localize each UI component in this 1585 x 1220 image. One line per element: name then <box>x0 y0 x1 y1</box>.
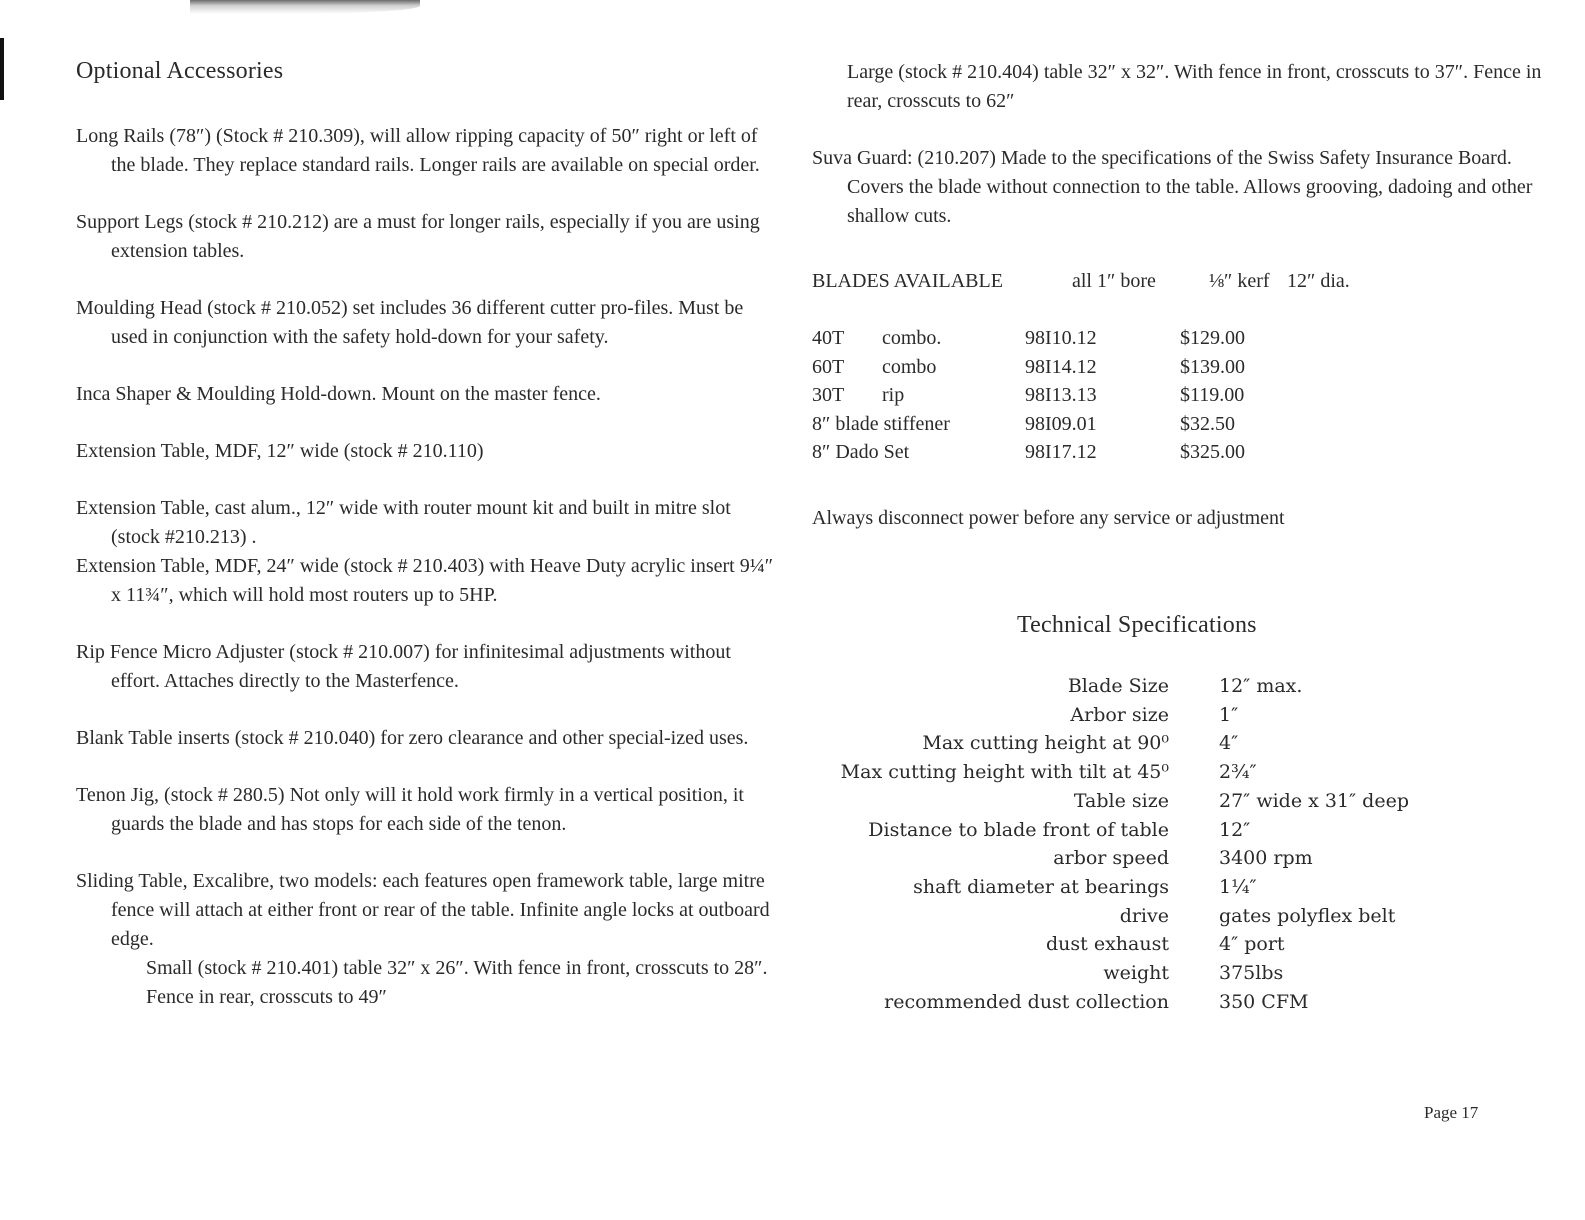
accessory-item-sliding-table <box>76 867 776 1012</box>
table-row <box>812 353 1330 382</box>
blade-price: $129.00 <box>1180 327 1245 349</box>
blade-teeth: 60T <box>812 355 845 378</box>
blades-available-title: BLADES AVAILABLE <box>812 270 1003 292</box>
right-column <box>812 58 1542 553</box>
page-edge-mark <box>0 38 4 100</box>
spec-value: 27″ wide x 31″ deep <box>1219 789 1409 812</box>
table-row <box>812 988 1409 1017</box>
page-number: Page 17 <box>1424 1103 1479 1122</box>
spec-value: 1″ <box>1219 703 1239 726</box>
spec-label: Max cutting height with tilt at 45⁰ <box>840 761 1169 784</box>
sliding-table-large-model <box>812 58 1542 116</box>
spec-table <box>812 672 1409 1016</box>
table-row <box>812 787 1409 816</box>
optional-accessories-heading: Optional Accessories <box>76 58 284 84</box>
page-corner-shadow <box>190 0 420 14</box>
table-row <box>812 844 1409 873</box>
blade-teeth: 8″ Dado Set <box>812 441 910 464</box>
table-row <box>812 381 1330 410</box>
blade-teeth: 8″ blade stiffener <box>812 412 950 435</box>
blade-code: 98I10.12 <box>1025 327 1097 349</box>
blades-bore: all 1″ bore <box>1072 270 1156 292</box>
blade-type: combo. <box>882 327 942 349</box>
table-row <box>812 410 1330 439</box>
table-row <box>812 930 1409 959</box>
spec-label: Blade Size <box>1067 675 1169 697</box>
blade-price: $139.00 <box>1180 355 1245 378</box>
small-model-text: (stock # 210.401) table 32″ x 26″. With fence in front, crosscuts to 28″. Fence in rear, crosscuts to 49″ <box>146 957 768 1008</box>
table-row <box>812 959 1409 988</box>
accessory-item: Moulding Head (stock # 210.052) set includes 36 different cutter pro-files. Must be used in conjunction with the safety hold-down for your safety. <box>76 297 744 348</box>
sliding-table-small-model <box>146 954 776 1012</box>
accessory-item: Rip Fence Micro Adjuster (stock # 210.007) for infinitesimal adjustments without effort. Attaches directly to the Masterfence. <box>76 641 731 692</box>
blade-price: $32.50 <box>1180 412 1235 435</box>
accessory-item: Blank Table inserts (stock # 210.040) for zero clearance and other special-ized uses. <box>76 727 749 749</box>
large-model-text: (stock # 210.404) table 32″ x 32″. With fence in front, crosscuts to 37″. Fence in rear, crosscuts to 62″ <box>847 61 1542 112</box>
spec-label: weight <box>1103 962 1169 985</box>
spec-label: Distance to blade front of table <box>868 818 1169 841</box>
blade-price: $119.00 <box>1180 384 1245 407</box>
blade-code: 98I13.13 <box>1025 384 1097 407</box>
spec-label: drive <box>1119 904 1169 927</box>
blades-table <box>812 324 1330 467</box>
technical-specifications-heading: Technical Specifications <box>1017 612 1257 638</box>
spec-value: gates polyflex belt <box>1219 904 1396 927</box>
blades-available-header <box>812 267 1542 296</box>
table-row <box>812 324 1330 353</box>
table-row <box>812 729 1409 758</box>
blade-type: combo <box>882 355 937 378</box>
table-row <box>812 758 1409 787</box>
spec-label: Table size <box>1073 789 1169 812</box>
blade-code: 98I09.01 <box>1025 412 1097 435</box>
spec-label: Arbor size <box>1070 703 1169 726</box>
spec-value: 12″ max. <box>1219 675 1303 697</box>
accessory-item: Support Legs (stock # 210.212) are a must for longer rails, especially if you are using extension tables. <box>76 211 760 262</box>
table-row <box>812 816 1409 845</box>
large-model-label: Large <box>847 61 894 83</box>
suva-guard-item: Suva Guard: (210.207) Made to the specifications of the Swiss Safety Insurance Board. Covers the blade without connection to the table. Allows grooving, dadoing and other shallow cuts. <box>812 147 1533 227</box>
accessory-item: Inca Shaper & Moulding Hold-down. Mount on the master fence. <box>76 383 601 405</box>
spec-value: 1¼″ <box>1219 875 1257 898</box>
accessory-item: Extension Table, cast alum., 12″ wide with router mount kit and built in mitre slot (stock #210.213) . <box>76 497 731 548</box>
accessory-item: Extension Table, MDF, 12″ wide (stock # 210.110) <box>76 440 484 462</box>
sliding-table-description: Sliding Table, Excalibre, two models: each features open framework table, large mitre fence will attach at either front or rear of the table. Infinite angle locks at outboard edge. <box>76 870 770 950</box>
spec-label: arbor speed <box>1053 847 1169 870</box>
spec-label: dust exhaust <box>1046 933 1169 956</box>
optional-accessories-section <box>76 58 776 1012</box>
spec-value: 2¾″ <box>1219 761 1257 784</box>
spec-label: recommended dust collection <box>884 990 1169 1013</box>
spec-value: 12″ <box>1219 818 1251 841</box>
blade-code: 98I14.12 <box>1025 355 1097 378</box>
spec-value: 4″ <box>1219 732 1239 755</box>
accessory-item: Extension Table, MDF, 24″ wide (stock # 210.403) with Heave Duty acrylic insert 9¼″ x 11¾″, which will hold most routers up to 5HP. <box>76 555 774 606</box>
blades-dia: 12″ dia. <box>1287 270 1350 292</box>
blade-code: 98I17.12 <box>1025 441 1097 464</box>
table-row <box>812 902 1409 931</box>
accessory-item: Long Rails (78″) (Stock # 210.309), will allow ripping capacity of 50″ right or left of the blade. They replace standard rails. Longer rails are available on special order. <box>76 125 760 176</box>
spec-label: shaft diameter at bearings <box>913 875 1169 898</box>
blades-kerf: ⅛″ kerf <box>1209 270 1270 292</box>
blade-price: $325.00 <box>1180 441 1245 464</box>
table-row <box>812 701 1409 730</box>
spec-label: Max cutting height at 90⁰ <box>922 732 1169 755</box>
table-row <box>812 438 1330 467</box>
spec-value: 350 CFM <box>1219 990 1309 1013</box>
blade-type: rip <box>882 384 905 407</box>
safety-warning: Always disconnect power before any service or adjustment <box>812 506 1285 529</box>
spec-value: 4″ port <box>1219 933 1285 956</box>
table-row <box>812 672 1409 701</box>
blade-teeth: 30T <box>812 384 845 407</box>
table-row <box>812 873 1409 902</box>
spec-value: 3400 rpm <box>1219 847 1313 870</box>
accessory-item: Tenon Jig, (stock # 280.5) Not only will it hold work firmly in a vertical position, it guards the blade and has stops for each side of the tenon. <box>76 784 744 835</box>
spec-value: 375lbs <box>1219 962 1284 985</box>
small-model-label: Small <box>146 957 193 979</box>
blade-teeth: 40T <box>812 327 845 349</box>
